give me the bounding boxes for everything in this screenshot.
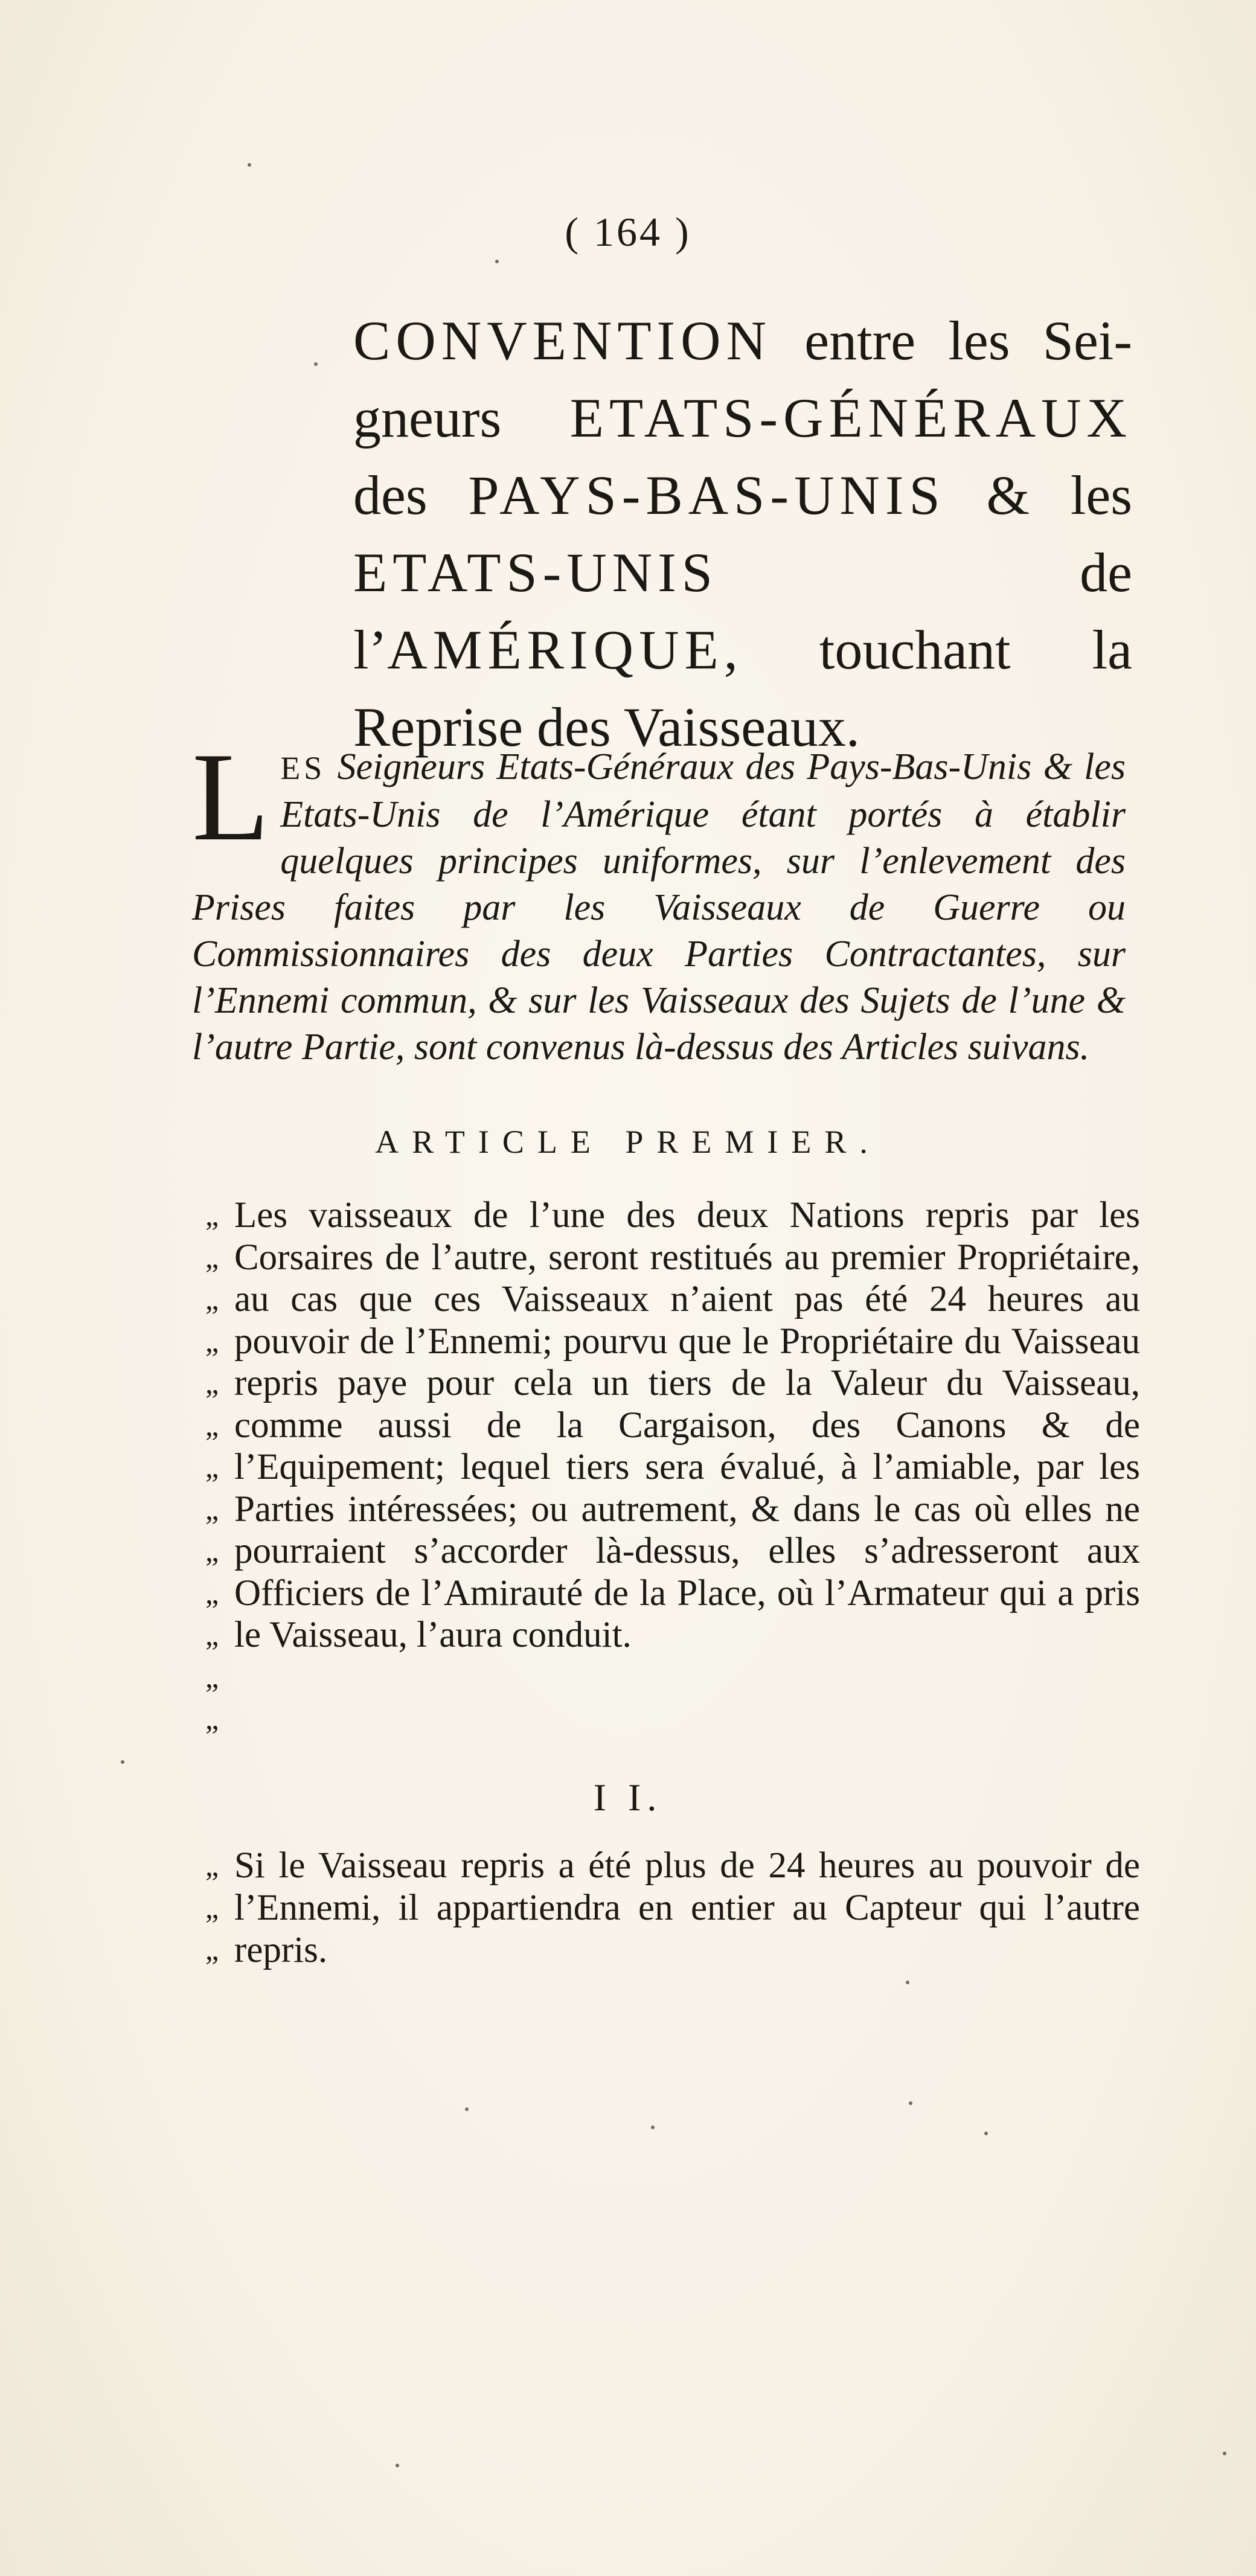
quote-mark: „ bbox=[205, 1890, 219, 1924]
quote-mark: „ bbox=[205, 1366, 219, 1400]
paper-speck bbox=[651, 2126, 655, 2129]
quote-mark: „ bbox=[205, 1282, 219, 1316]
quote-mark: „ bbox=[205, 1659, 219, 1694]
title-part: PAYS-BAS-UNIS bbox=[468, 464, 946, 526]
paper-speck bbox=[248, 163, 251, 167]
paper-speck bbox=[396, 2464, 399, 2467]
preamble-text: Seigneurs Etats-Généraux des Pays-Bas-Unis & les Etats-Unis de l’Amérique étant portés à établir quelques principes uniformes, sur l’enlevement des Prises faites par les Vaisseaux de Guerre ou Commissionnaires des deux Parties Contractantes, sur l’Ennemi commun, & sur les Vaisseaux des Sujets de l’une & l’autre Partie, sont convenus là-dessus des Articles suivans. bbox=[192, 746, 1126, 1068]
title-part: CONVENTION bbox=[353, 310, 772, 371]
paper-speck bbox=[984, 2132, 988, 2135]
title-part: AMÉRIQUE bbox=[387, 619, 724, 681]
paper-speck bbox=[906, 1981, 909, 1984]
convention-title bbox=[353, 302, 1132, 766]
drop-capital: L bbox=[192, 727, 270, 867]
quote-mark: „ bbox=[205, 1450, 219, 1484]
article-one-text: Les vaisseaux de l’une des deux Nations repris par les Corsaires de l’autre, seront restitués au premier Propriétaire, au cas que ces Vaisseaux n’aient pas été 24 heures au pouvoir de l’Ennemi; pourvu que le Propriétaire du Vaisseau repris paye pour cela un tiers de la Valeur du Vaisseau, comme aussi de la Cargaison, des Canons & de l’Equipement; lequel tiers sera évalué, à l’amiable, par les Parties intéressées; ou autrement, & dans le cas où elles ne pourraient s’accorder là-dessus, elles s’adresseront aux Officiers de l’Amirauté de la Place, où l’Armateur qui a pris le Vaisseau, l’aura conduit. bbox=[234, 1195, 1140, 1655]
title-part: des bbox=[353, 464, 469, 526]
quote-mark: „ bbox=[205, 1324, 219, 1358]
quote-mark: „ bbox=[205, 1534, 219, 1568]
paper-speck bbox=[314, 362, 318, 366]
paper-speck bbox=[495, 260, 499, 263]
title-part: de l’ bbox=[353, 542, 1132, 681]
quote-mark-column bbox=[205, 1194, 236, 1740]
title-part: ETATS-GÉNÉRAUX bbox=[569, 387, 1132, 449]
paper-speck bbox=[121, 1760, 124, 1764]
title-part: , touchant la Reprise des Vaisseaux. bbox=[353, 619, 1132, 758]
quote-mark: „ bbox=[205, 1618, 219, 1652]
article-two-numeral: I I. bbox=[593, 1776, 663, 1819]
quote-mark-column bbox=[205, 1845, 236, 1971]
quote-mark: „ bbox=[205, 1575, 219, 1610]
quote-mark: „ bbox=[205, 1240, 219, 1274]
preamble-lead: ES bbox=[280, 750, 326, 786]
title-part: ETATS-UNIS bbox=[353, 542, 718, 603]
title-part: & les bbox=[945, 464, 1132, 526]
paper-speck bbox=[1223, 2452, 1226, 2455]
preamble-paragraph bbox=[192, 727, 1126, 1071]
page-number: ( 164 ) bbox=[565, 209, 691, 255]
title-part: entre les Sei-gneurs bbox=[353, 310, 1132, 449]
quote-mark: „ bbox=[205, 1491, 219, 1526]
quote-mark: „ bbox=[205, 1848, 219, 1882]
article-one-heading: ARTICLE PREMIER. bbox=[375, 1124, 881, 1160]
quote-mark: „ bbox=[205, 1932, 219, 1966]
quote-mark: „ bbox=[205, 1702, 219, 1735]
paper-speck bbox=[465, 2107, 469, 2111]
paper-speck bbox=[909, 2101, 912, 2105]
quote-mark: „ bbox=[205, 1198, 219, 1232]
quote-mark: „ bbox=[205, 1408, 219, 1442]
article-two-text: Si le Vaisseau repris a été plus de 24 heures au pouvoir de l’Ennemi, il appartiendra en entier au Capteur qui l’autre repris. bbox=[234, 1845, 1140, 1970]
